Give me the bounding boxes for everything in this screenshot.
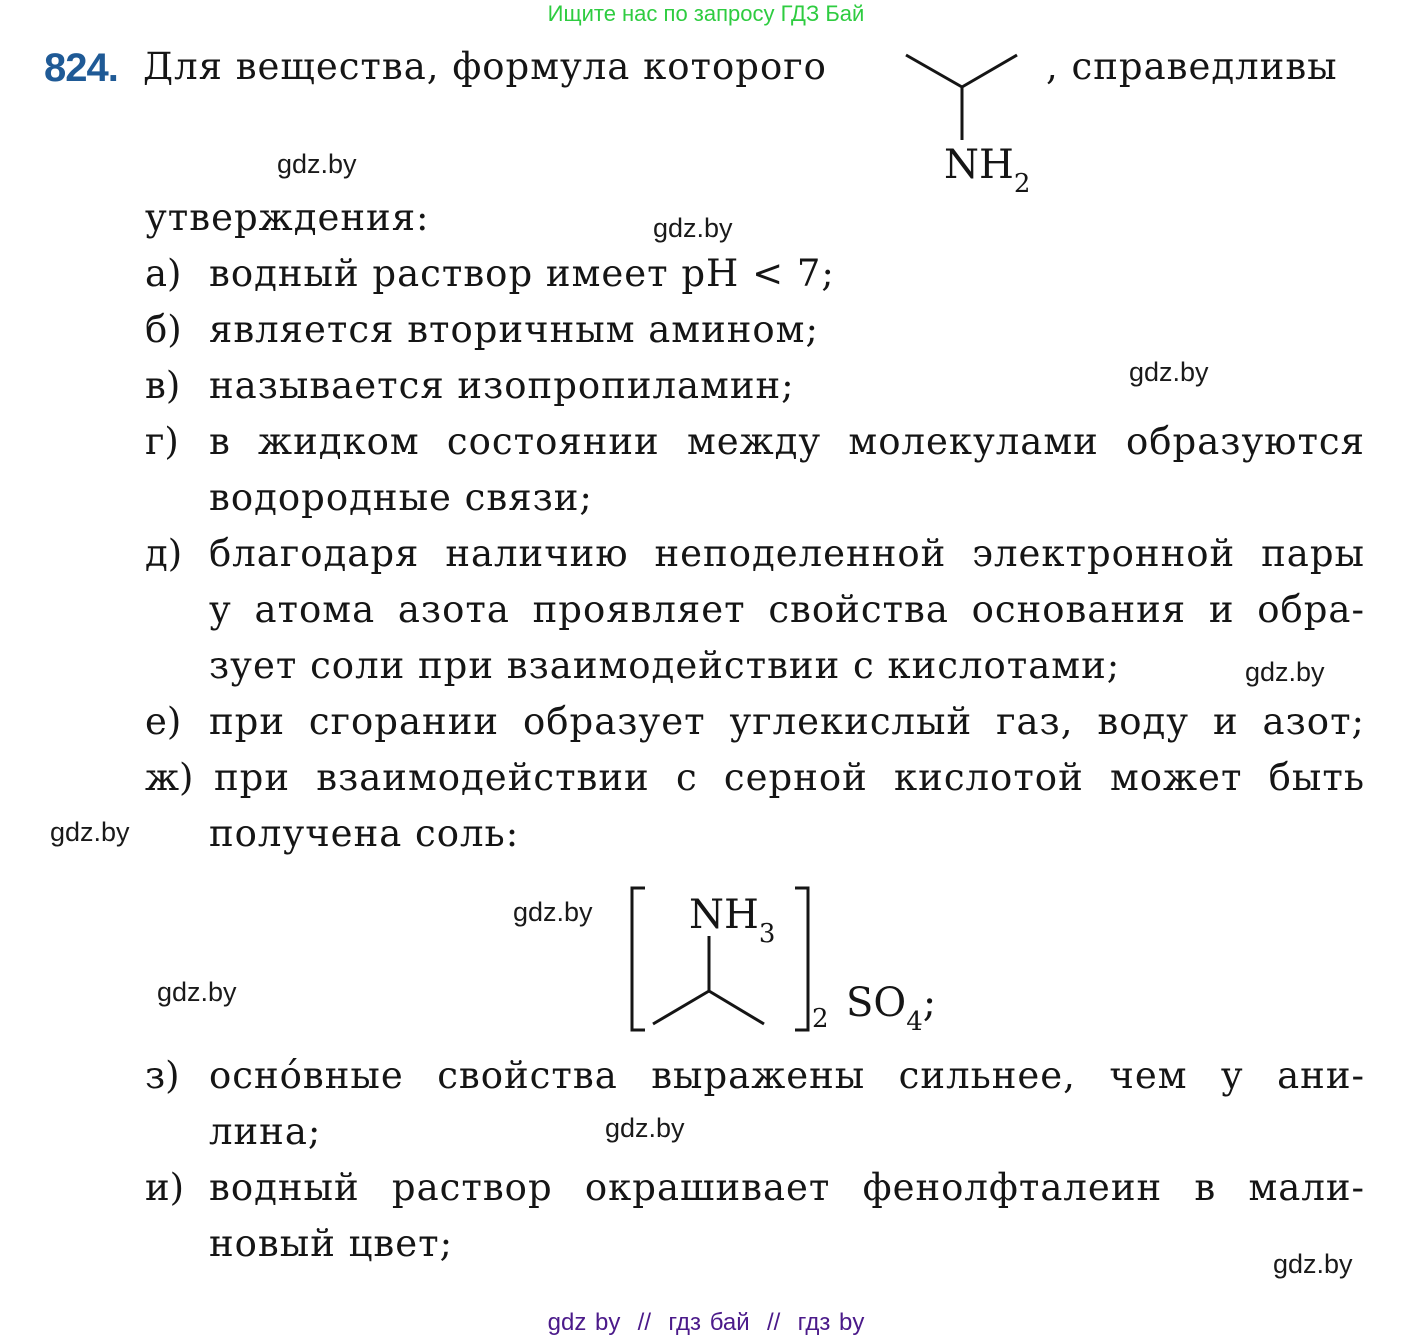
intro-text-line2: утверждения:	[145, 196, 430, 239]
item-g-line-2: водородные связи;	[209, 476, 593, 519]
item-label-zh: ж)	[145, 756, 194, 799]
item-label-a: а)	[145, 252, 182, 295]
item-label-e: е)	[145, 700, 182, 743]
item-label-b: б)	[145, 308, 182, 351]
item-b-line: является вторичным амином;	[209, 308, 819, 351]
watermark: gdz.by	[157, 977, 237, 1007]
intro-text-after: , справедливы	[1046, 45, 1338, 88]
molecule-amine-group: $NH_2$	[944, 142, 1031, 199]
item-d-line-1: благодаря наличию неподеленной электронной пары	[209, 532, 1365, 575]
footer-links: gdz by // гдз бай // гдз by	[547, 1309, 865, 1336]
watermark: gdz.by	[605, 1113, 685, 1143]
watermark: gdz.by	[513, 897, 593, 927]
item-z-line-2: лина;	[209, 1110, 322, 1153]
item-label-i: и)	[145, 1166, 185, 1209]
item-e-line: при сгорании образует углекислый газ, воду и азот;	[209, 700, 1365, 743]
watermark: gdz.by	[1273, 1249, 1353, 1279]
problem-number: 824.	[44, 46, 118, 90]
watermark: gdz.by	[50, 817, 130, 847]
watermark: gdz.by	[277, 149, 357, 179]
item-zh-line-1: при взаимодействии с серной кислотой может быть	[214, 756, 1365, 799]
item-i-line-1: водный раствор окрашивает фенолфталеин в мали-	[209, 1166, 1365, 1209]
watermark: gdz.by	[653, 213, 733, 243]
item-label-z: з)	[145, 1054, 180, 1097]
item-a-line: водный раствор имеет pH < 7;	[209, 252, 835, 295]
watermark: gdz.by	[1129, 357, 1209, 387]
item-label-d: д)	[145, 532, 183, 575]
item-label-v: в)	[145, 364, 181, 407]
salt-bracket-subscript: 2	[812, 1004, 829, 1034]
item-d-line-3: зует соли при взаимодействии с кислотами;	[209, 644, 1121, 687]
item-v-line: называется изопропиламин;	[209, 364, 795, 407]
salt-ammonium-group: $NH_3$	[689, 892, 776, 949]
search-banner: Ищите нас по запросу ГДЗ Бай	[547, 1, 865, 26]
watermark: gdz.by	[1245, 657, 1325, 687]
item-z-line-1: осно́вные свойства выражены сильнее, чем у ани-	[209, 1054, 1365, 1097]
item-i-line-2: новый цвет;	[209, 1222, 454, 1265]
item-label-g: г)	[145, 420, 179, 463]
item-g-line-1: в жидком состоянии между молекулами образуются	[209, 420, 1365, 463]
intro-text: Для вещества, формула которого	[143, 45, 827, 88]
isopropylamine-structure-icon	[900, 50, 1030, 150]
item-zh-line-2: получена соль:	[209, 812, 520, 855]
salt-anion: $SO_4$;	[846, 980, 937, 1037]
item-d-line-2: у атома азота проявляет свойства основания и обра-	[209, 588, 1365, 631]
